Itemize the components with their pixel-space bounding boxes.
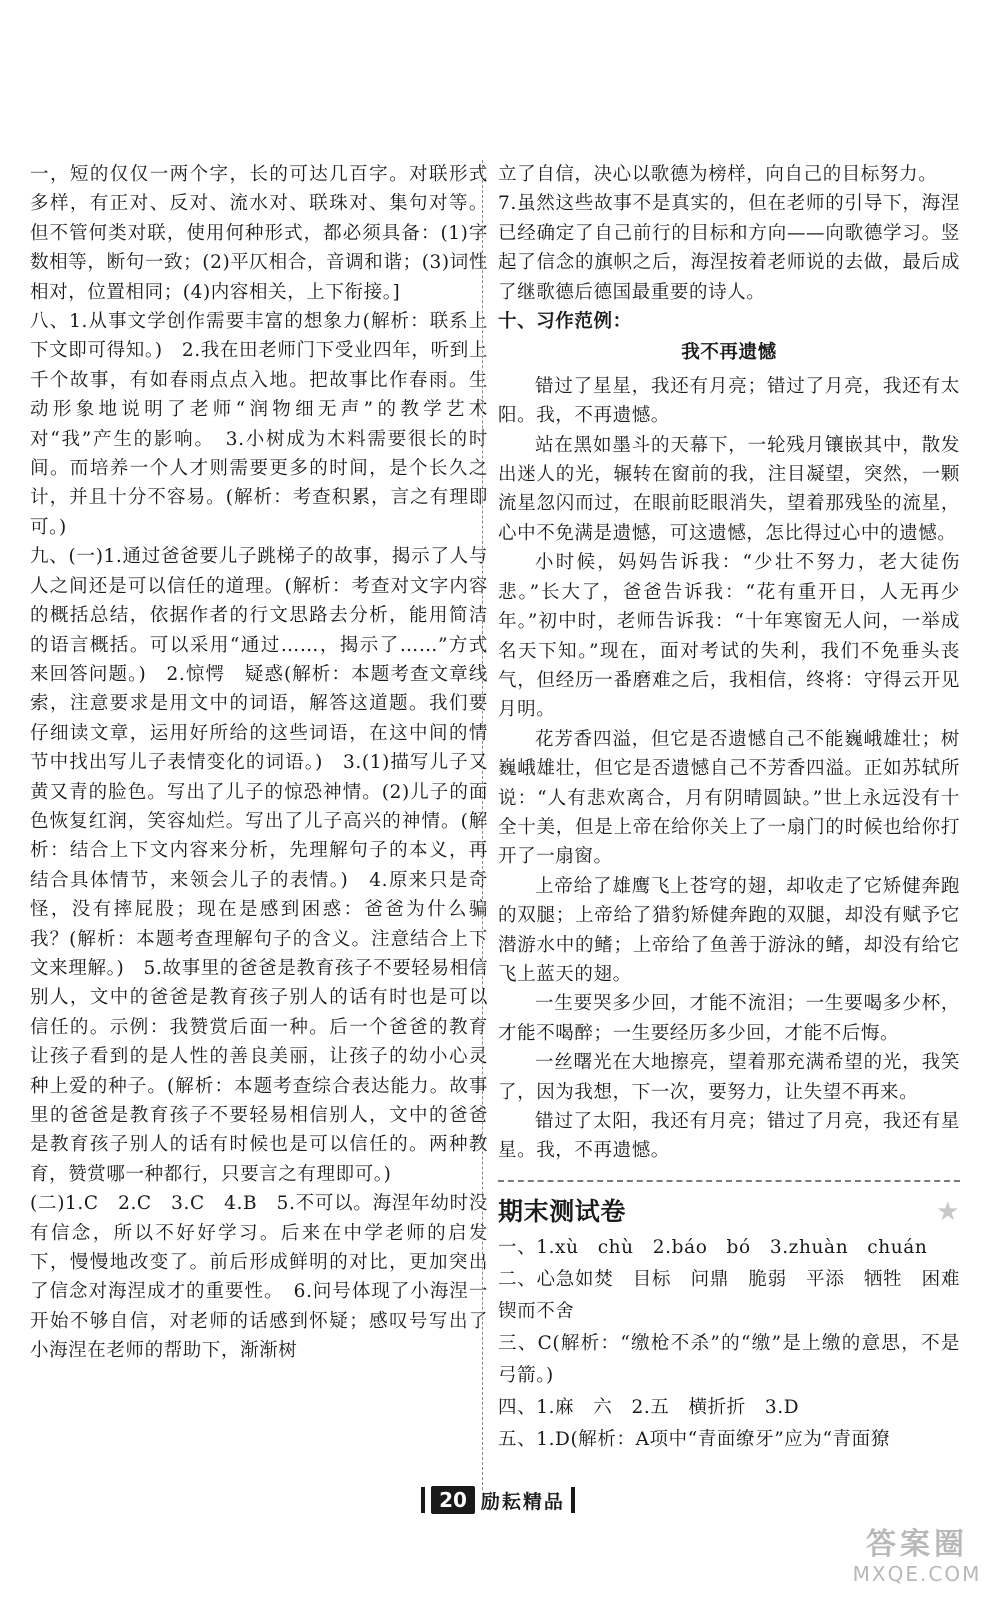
essay-paragraph: 上帝给了雄鹰飞上苍穹的翅，却收走了它矫健奔跑的双腿；上帝给了猎豹矫健奔跑的双腿，却没有赋予它潜游水中的鳍；上帝给了鱼善于游泳的鳍，却没有给它飞上蓝天的翅。: [498, 875, 960, 985]
footer-bar-left: [421, 1487, 425, 1513]
essay-heading: 十、习作范例：: [498, 311, 632, 333]
page-footer: [0, 1480, 996, 1520]
footer-bar-right: [571, 1487, 575, 1513]
right-column: [498, 160, 980, 1456]
section-title: 期末测试卷: [498, 1196, 627, 1226]
answer-line: 四、1.麻 六 2.五 横折折 3.D: [498, 1396, 800, 1418]
left-paragraph-1: 一，短的仅仅一两个字，长的可达几百字。对联形式多样，有正对、反对、流水对、联珠对、集句对等。但不管何类对联，使用何种形式，都必须具备：(1)字数相等，断句一致；(2)平仄相合，音调和谐；(3)词性相对，位置相同；(4)内容相关，上下衔接。]: [30, 164, 488, 303]
answer-line: 五、1.D(解析：A项中“青面缭牙”应为“青面獠: [498, 1428, 890, 1450]
answer-line: 三、C(解析：“缴枪不杀”的“缴”是上缴的意思，不是弓箭。): [498, 1332, 960, 1386]
brand-name: 励耘精品: [480, 1490, 565, 1513]
answers-block: [498, 1232, 980, 1456]
page-number: 20: [431, 1486, 475, 1514]
column-divider: [482, 160, 483, 1490]
left-paragraph-3: 九、(一)1.通过爸爸要儿子跳梯子的故事，揭示了人与人之间还是可以信任的道理。(解析：考查对文字内容的概括总结，依据作者的行文思路去分析，能用简洁的语言概括。可以采用“通过……，揭示了……”方式来回答问题。) 2.惊愕 疑惑(解析：本题考查文章线索，注意要求是用文中的词语，解答这道题。我们要仔细读文章，运用好所给的这些词语，在这中间的情节中找出写儿子表情变化的词语。) 3.(1)描写儿子又黄又青的脸色。写出了儿子的惊恐神情。(2)儿子的面色恢复红润，笑容灿烂。写出了儿子高兴的神情。(解析：结合上下文内容来分析，先理解句子的本义，再结合具体情节，来领会儿子的表情。) 4.原来只是奇怪，没有摔屁股；现在是感到困惑：爸爸为什么骗我？(解析：本题考查理解句子的含义。注意结合上下文来理解。) 5.故事里的爸爸是教育孩子不要轻易相信别人，文中的爸爸是教育孩子别人的话有时也是可以信任的。示例：我赞赏后面一种。后一个爸爸的教育让孩子看到的是人性的善良美丽，让孩子的幼小心灵种上爱的种子。(解析：本题考查综合表达能力。故事里的爸爸是教育孩子不要轻易相信别人，文中的爸爸是教育孩子别人的话有时候也是可以信任的。两种教育，赞赏哪一种都行，只要言之有理即可。): [30, 546, 488, 1185]
left-paragraph-4: (二)1.C 2.C 3.C 4.B 5.不可以。海涅年幼时没有信念，所以不好好学习。后来在中学老师的启发下，慢慢地改变了。前后形成鲜明的对比，更加突出了信念对海涅成才的重要性。 6.问号体现了小海涅一开始不够自信，对老师的话感到怀疑；感叹号写出了小海涅在老师的帮助下，渐渐树: [30, 1193, 488, 1362]
watermark-text: 答案圈: [866, 1527, 968, 1562]
essay-paragraph: 花芳香四溢，但它是否遗憾自己不能巍峨雄壮；树巍峨雄壮，但它是否遗憾自己不芳香四溢。正如苏轼所说：“人有悲欢离合，月有阴晴圆缺。”世上永远没有十全十美，但是上帝在给你关上了一扇门的时候也给你打开了一扇窗。: [498, 728, 960, 868]
essay-paragraph: 错过了太阳，我还有月亮；错过了月亮，我还有星星。我，不再遗憾。: [498, 1111, 960, 1162]
left-paragraph-2: 八、1.从事文学创作需要丰富的想象力(解析：联系上下文即可得知。) 2.我在田老师门下受业四年，听到上千个故事，有如春雨点点入地。把故事比作春雨。生动形象地说明了老师“润物细无声”的教学艺术对“我”产生的影响。 3.小树成为木料需要很长的时间。而培养一个人才则需要更多的时间，是个长久之计，并且十分不容易。(解析：考查积累，言之有理即可。): [30, 311, 488, 538]
essay-paragraph: 小时候，妈妈告诉我：“少壮不努力，老大徒伤悲。”长大了，爸爸告诉我：“花有重开日，人无再少年。”初中时，老师告诉我：“十年寒窗无人问，一举成名天下知。”现在，面对考试的失利，我们不免垂头丧气，但经历一番磨难之后，我相信，终将：守得云开见月明。: [498, 552, 960, 721]
essay-paragraph: 一丝曙光在大地擦亮，望着那充满希望的光，我笑了，因为我想，下一次，要努力，让失望不再来。: [498, 1052, 960, 1103]
essay-paragraph: 站在黑如墨斗的天幕下，一轮残月镶嵌其中，散发出迷人的光，辗转在窗前的我，注目凝望，突然，一颗流星忽闪而过，在眼前眨眼消失，望着那残坠的流星，心中不免满是遗憾，可这遗憾，怎比得过心中的遗憾。: [498, 434, 960, 544]
left-column: [30, 160, 488, 1366]
watermark-logo: [852, 1528, 982, 1590]
essay-title: 我不再遗憾: [681, 342, 777, 364]
essay-paragraph: 错过了星星，我还有月亮；错过了月亮，我还有太阳。我，不再遗憾。: [498, 375, 960, 427]
section-title-bar: [498, 1180, 960, 1232]
star-icon: ★: [936, 1196, 960, 1227]
right-paragraph-2: 7.虽然这些故事不是真实的，但在老师的引导下，海涅已经确定了自己前行的目标和方向——向歌德学习。竖起了信念的旗帜之后，海涅按着老师说的去做，最后成了继歌德后德国最重要的诗人。: [498, 193, 960, 303]
answer-line: 二、心急如焚 目标 问鼎 脆弱 平添 牺牲 困难 锲而不舍: [498, 1268, 980, 1322]
essay-paragraph: 一生要哭多少回，才能不流泪；一生要喝多少杯，才能不喝醉；一生要经历多少回，才能不后悔。: [498, 993, 960, 1044]
right-paragraph-1: 立了自信，决心以歌德为榜样，向自己的目标努力。: [498, 164, 938, 185]
watermark-url: MXQE.COM: [852, 1562, 982, 1586]
answer-line: 一、1.xù chù 2.báo bó 3.zhuàn chuán: [498, 1236, 928, 1258]
